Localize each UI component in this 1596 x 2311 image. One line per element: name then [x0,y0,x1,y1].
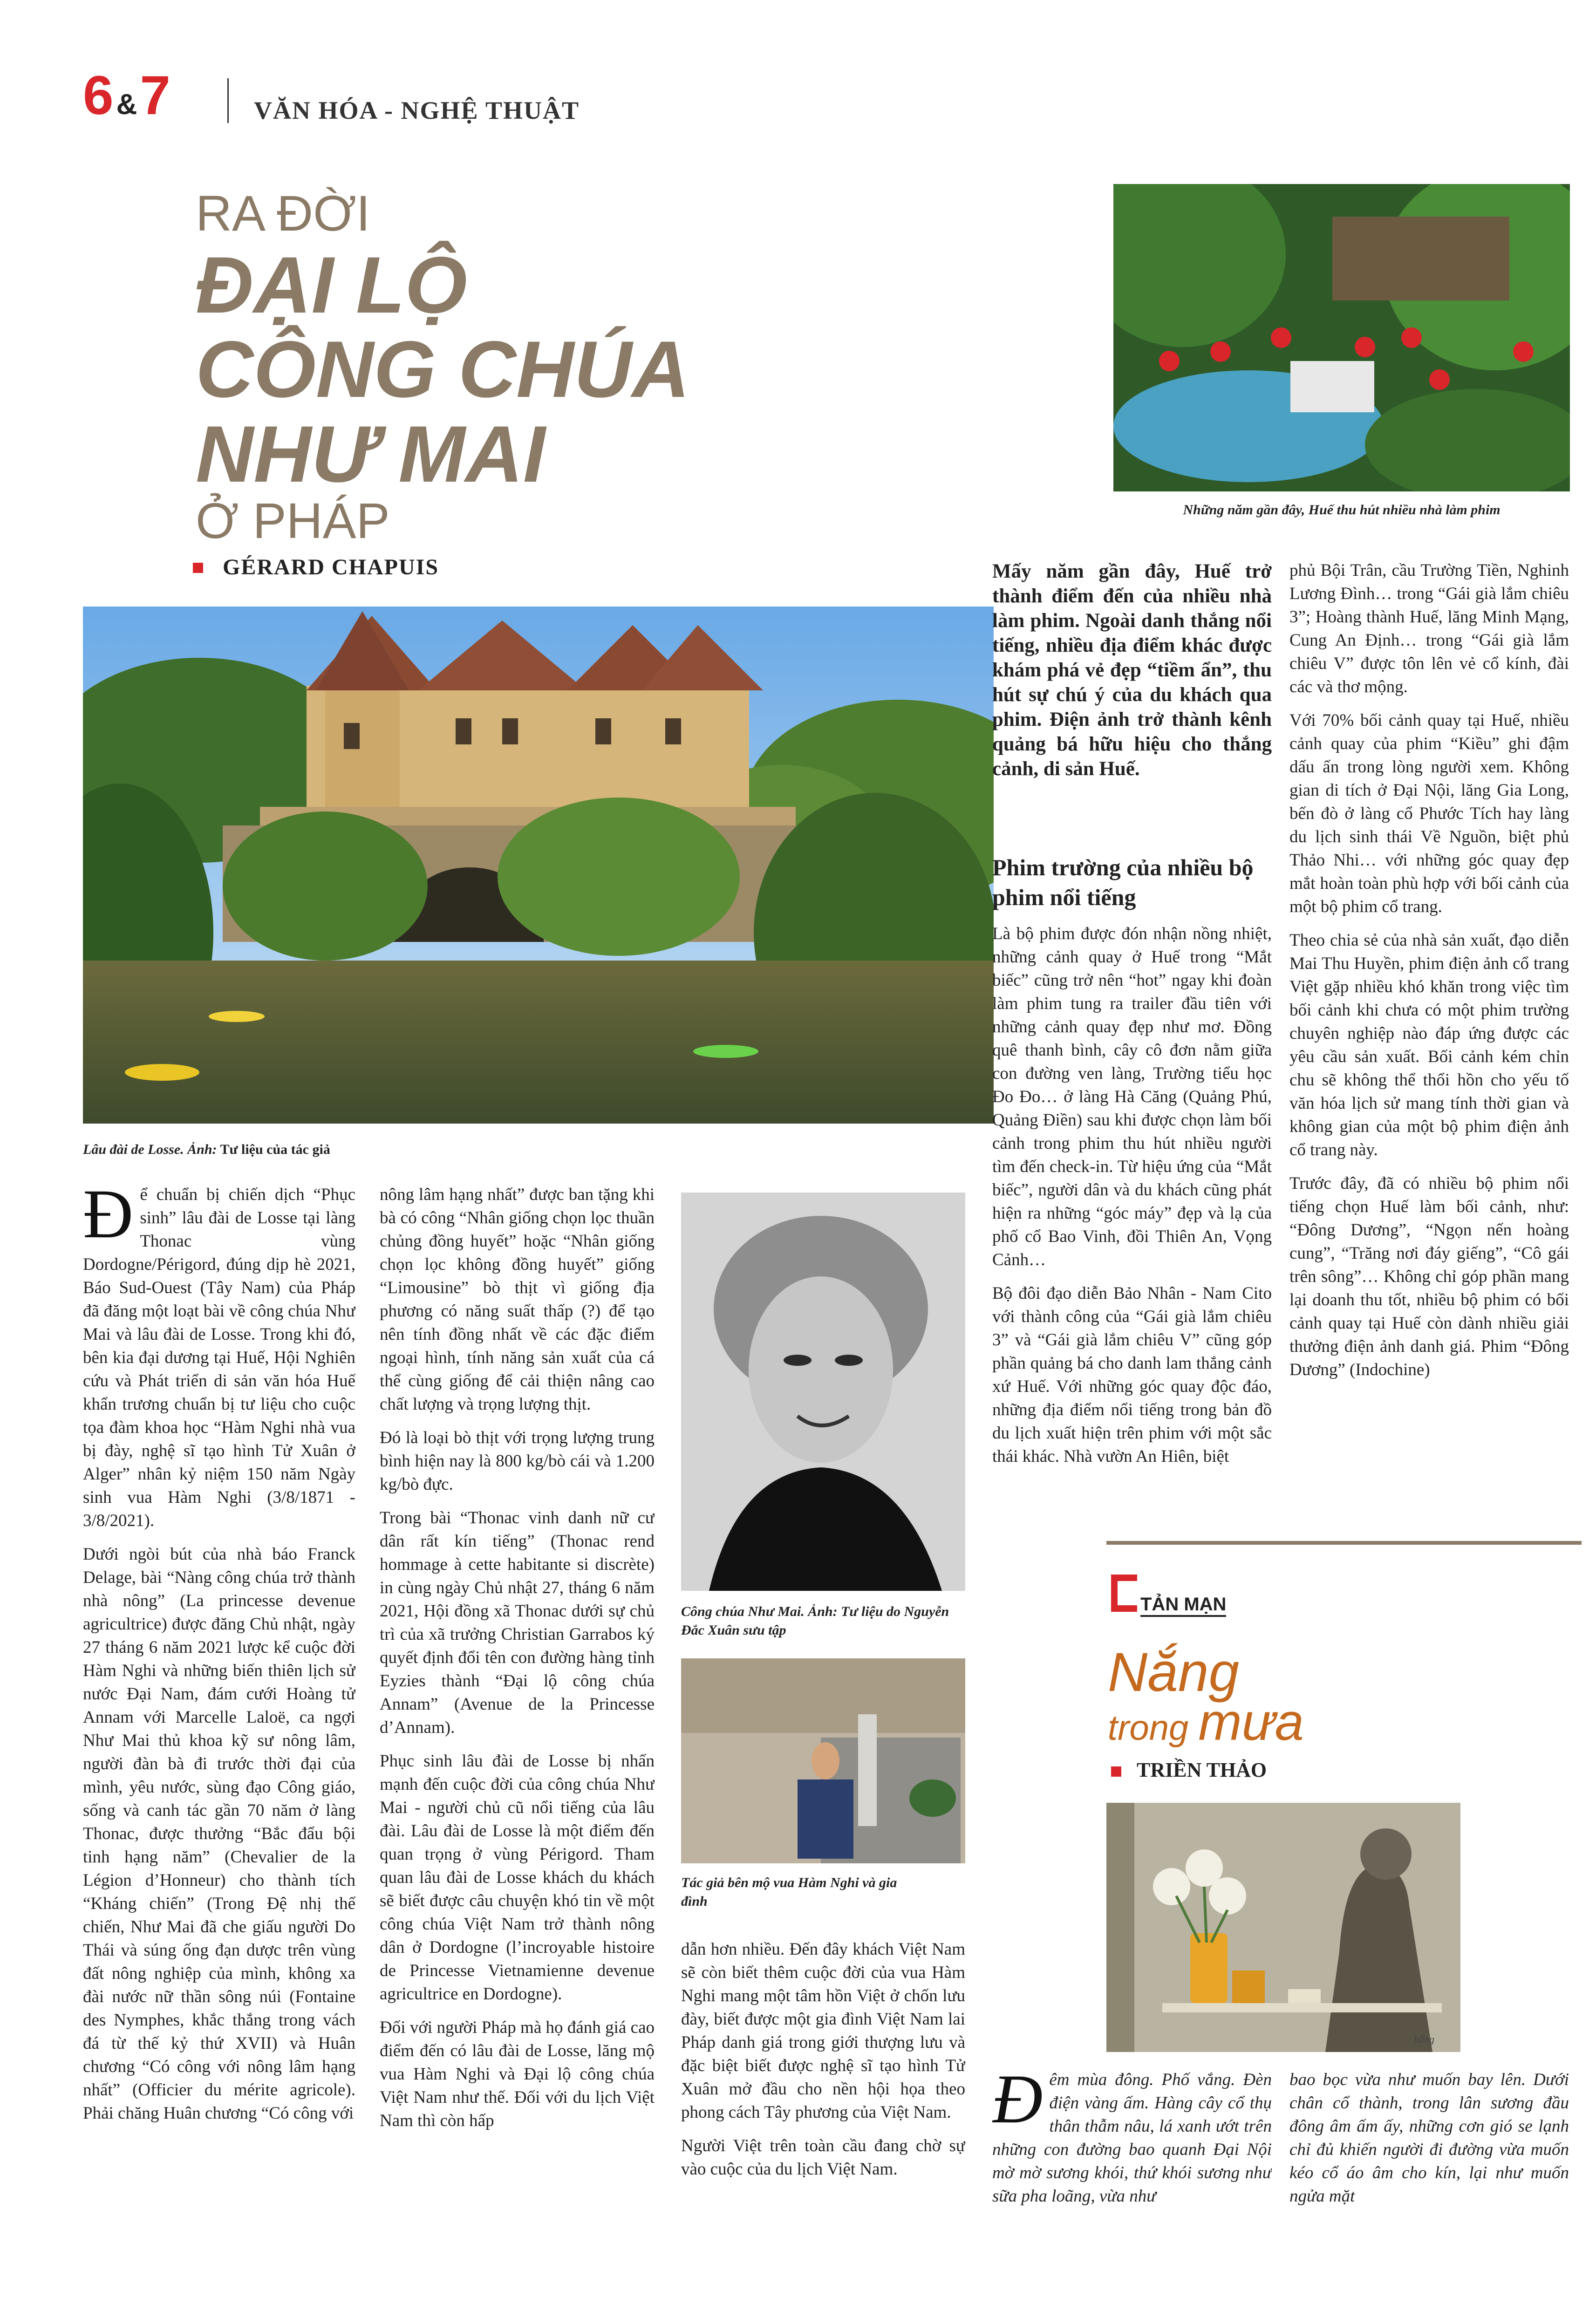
tomb-caption [681,1874,923,1911]
film-column-left [992,922,1272,1528]
film-paragraph: Trước đây, đã có nhiều bộ phim nổi tiếng chọn Huế làm bối cảnh, như: “Đông Dương”, “Ngọn nến hoàng cung”, “Trăng nơi đáy giếng”, “Cô gái trên sông”… Không chỉ góp phần mang lại doanh thu tốt, nhiều bộ phim có bối cảnh quay tại Huế còn dành nhiều giải thưởng điện ảnh danh giá. Phim “Đông Dương” (Indochine) [1289,1174,1569,1379]
article-column-2 [380,1183,655,2283]
tanman-title-2a: trong [1108,1708,1199,1748]
castle-caption [83,1140,330,1159]
title-line-1: RA ĐỜI [196,185,370,241]
article-paragraph: Dưới ngòi bút của nhà báo Franck Delage, bài “Nàng công chúa trở thành nhà nông” (La princesse devenue agricultrice) được đăng Chủ nhật, ngày 27 tháng 6 năm 2021 lược kể cuộc đời Hàm Nghi và những biến thiên lịch sử nước Đại Nam, đám cưới Hoàng tử Annam với Marcelle Laloë, ca ngợi Như Mai thủ khoa kỹ sư nông lâm, người đàn bà đi trước thời đại của mình, yêu nước, sùng đạo Công giáo, sống và canh tác gần 70 năm ở làng Thonac, được thưởng “Bắc đẩu bội tinh hạng năm” (Chevalier de la Légion d’Honneur) cho thành tích “Kháng chiến” (Trong Đệ nhị thế chiến, Như Mai đã che giấu người Do Thái và súng ống đạn dược trên vùng đất nông nghiệp của mình, không xa đài nước nữ thần sông núi (Fontaine des Nymphes, khắc thắng trong vách đá từ thế kỷ thứ XVII) và Huân chương “Có công với nông lâm hạng nhất” (Officier du mérite agricole). Phải chăng Huân chương “Có công với [83,1545,355,2123]
article-paragraph: Phục sinh lâu đài de Losse bị nhấn mạnh đến cuộc đời của công chúa Như Mai - người chủ cũ nổi tiếng của lâu đài. Lâu đài de Losse là một điểm đến quan trọng ở vùng Périgord. Tham quan lâu đài de Losse khách du khách sẽ biết được câu chuyện khó tin về một công chúa Việt Nam trở thành nông dân ở Dordogne (l’incroyable histoire de Princesse Vietnamienne devenue agricultrice en Dordogne). [380,1752,655,2004]
article-column-3 [681,1938,965,2283]
title-line-4: NHƯ MAI [196,409,546,499]
article-paragraph: nông lâm hạng nhất” được ban tặng khi bà có công “Nhân giống chọn lọc thuần chủng đồng huyết” hoặc “Nhân giống chọn lọc không đồng huyết” giống “Limousine” bò thịt vì giống địa phương có năng suất thấp (?) để tạo nên tính đồng nhất về các đặc điểm ngoại hình, tính năng sản xuất của cá thể cùng giống để cải thiện nâng cao chất lượng và trọng lượng thịt. [380,1185,655,1414]
princess-portrait-photo [681,1193,965,1591]
tomb-photo [681,1658,965,1863]
title-line-5: Ở PHÁP [196,492,390,549]
tanman-body-right: bao bọc vừa như muốn bay lên. Dưới chân cổ thành, trong lân sương đầu đông âm ấm ấy, những cơn gió se lạnh chỉ đủ khiến người đi đường vừa muốn kéo cổ áo âm cho kín, lại như muốn ngửa mặt [1289,2070,1569,2206]
castle-photo [83,607,994,1124]
film-crew-photo [1113,184,1570,491]
tanman-column-right [1289,2068,1569,2283]
tanman-title-2b: mưa [1198,1693,1304,1751]
article-column-1 [83,1183,355,2283]
author-name: GÉRARD CHAPUIS [223,555,439,579]
film-paragraph: phủ Bội Trân, cầu Trường Tiền, Nghinh Lương Đình… trong “Gái già lắm chiêu 3”; Hoàng thành Huế, lăng Minh Mạng, Cung An Định… trong “Gái già lắm chiêu V” được tôn lên vẻ cổ kính, đài các và thơ mộng. [1289,561,1569,696]
tanman-top-rule [1106,1541,1582,1545]
film-paragraph: Với 70% bối cảnh quay tại Huế, nhiều cảnh quay của phim “Kiều” ghi đậm dấu ấn trong lòng người xem. Không gian di tích ở Đại Nội, lăng Gia Long, bến đò ở làng cổ Phước Tích hay làng du lịch sinh thái Về Nguồn, biệt phủ Thảo Nhi… với những góc quay đẹp mắt hoàn toàn phù hợp với bối cảnh của một bộ phim cổ trang. [1289,711,1569,916]
article-paragraph: Đó là loại bò thịt với trọng lượng trung bình hiện nay là 800 kg/bò cái và 1.200 kg/bò đực. [380,1428,655,1494]
film-subhead: Phim trường của nhiều bộ phim nổi tiếng [992,854,1254,910]
article-paragraph: Đối với người Pháp mà họ đánh giá cao điểm đến có lâu đài de Losse, lăng mộ vua Hàm Nghi và Đại lộ công chúa Việt Nam như thế. Đối với du lịch Việt Nam thì còn hấp [380,2018,655,2130]
castle-caption-credit: Tư liệu của tác giả [217,1142,330,1157]
tanman-title-1: Nắng [1108,1642,1240,1703]
portrait-caption-text: Công chúa Như Mai. Ảnh: Tư liệu do Nguyễn Đắc Xuân sưu tập [681,1604,949,1638]
film-lead: Mấy năm gần đây, Huế trở thành điểm đến của nhiều nhà làm phim. Ngoài danh thắng nổi tiếng, nhiều địa điểm khác được khám phá vẻ đẹp “tiềm ẩn”, thu hút sự chú ý của du khách qua phim. Điện ảnh trở thành kênh quảng bá hữu hiệu cho thắng cảnh, di sản Huế. [992,560,1272,780]
illustration-signature: hằng [1414,2033,1434,2045]
page-number-right: 7 [140,65,171,126]
title-line-3: CÔNG CHÚA [196,325,690,414]
author-bullet [193,563,203,573]
film-paragraph: Là bộ phim được đón nhận nồng nhiệt, những cảnh quay ở Huế trong “Mắt biếc” cũng trở nên “hot” ngay khi đoàn làm phim tung ra trailer đầu tiên với những cảnh quay đẹp như mơ. Đồng quê thanh bình, cây cô đơn nằm giữa con đường ven làng, Trường tiểu học Đo Đo… ở làng Hà Căng (Quảng Phú, Quảng Điền) sau khi được chọn làm bối cảnh trong phim thu hút nhiều người tìm đến check-in. Từ hiệu ứng của “Mắt biếc”, người dân và du khách cũng phát hiện ra những “góc máy” đẹp và lạ của phố cổ Bao Vinh, đồi Thiên An, Vọng Cảnh… [992,924,1272,1269]
tanman-illustration [1106,1803,1460,2052]
film-photo-caption [1113,501,1570,519]
tanman-author: TRIỀN THẢO [1137,1759,1267,1781]
tanman-body-left: êm mùa đông. Phố vắng. Đèn điện vàng ấm. Hàng cây cổ thụ thân thẫm nâu, lá xanh ướt trên những con đường bao quanh Đại Nội mờ mờ sương khói, thứ khói sương như sữa pha loãng, vừa như [992,2070,1272,2206]
tanman-column-left [992,2068,1272,2283]
page-number [83,65,171,126]
film-paragraph: Bộ đôi đạo diễn Bảo Nhân - Nam Cito với thành công của “Gái già lắm chiêu 3” và “Gái già lắm chiêu V” cũng góp phần quảng bá cho danh lam thắng cảnh xứ Huế. Với những góc quay độc đáo, những địa điểm nổi tiếng trong bản đồ du lịch xuất hiện trên phim với một sắc thái khác. Nhà vườn An Hiên, biệt [992,1284,1272,1466]
article-paragraph: Để chuẩn bị chiến dịch “Phục sinh” lâu đài de Losse tại làng Thonac vùng Dordogne/Périgord, đúng dịp hè 2021, Báo Sud-Ouest (Tây Nam) của Pháp đã đăng một loạt bài về công chúa Như Mai và lâu đài de Losse. Trong khi đó, bên kia đại dương tại Huế, Hội Nghiên cứu và Phát triển di sản văn hóa Huế khẩn trương chuẩn bị tư liệu cho cuộc tọa đàm khoa học “Hàm Nghi nhà vua bị đày, nghệ sĩ tạo hình Tử Xuân ở Alger” nhân kỷ niệm 150 năm Ngày sinh vua Hàm Nghi (3/8/1871 - 3/8/2021). [83,1183,355,1530]
section-title: VĂN HÓA - NGHỆ THUẬT [254,96,580,124]
article-paragraph: dẫn hơn nhiều. Đến đây khách Việt Nam sẽ còn biết thêm cuộc đời của vua Hàm Nghi mang một tâm hồn Việt ở chốn lưu đày, biết được một gia đình Việt Nam lai Pháp danh giá trong giới thượng lưu và đặc biệt biết được nghệ sĩ tạo hình Tử Xuân mở đầu cho nền hội họa theo phong cách Tây phương của Việt Nam. [681,1940,965,2122]
tanman-author-bullet [1111,1766,1121,1777]
film-paragraph: Theo chia sẻ của nhà sản xuất, đạo diễn Mai Thu Huyền, phim điện ảnh cổ trang Việt gặp nhiều khó khăn trong việc tìm bối cảnh khi chưa có một phim trường chuyên nghiệp nào đáp ứng được các yêu cầu sản xuất. Bối cảnh kém chỉn chu sẽ không thể thổi hồn cho yếu tố văn hóa lịch sử mang tính thời gian và không gian của một bộ phim điện ảnh cổ trang này. [1289,931,1569,1159]
title-line-2: ĐẠI LỘ [196,240,467,330]
article-paragraph: Trong bài “Thonac vinh danh nữ cư dân rất kín tiếng” (Thonac rend hommage à cette habitante si discrète) in cùng ngày Chủ nhật 27, tháng 6 năm 2021, Hội đồng xã Thonac dưới sự chủ trì của xã trưởng Christian Garrabos ký quyết định đổi tên con đường hàng tỉnh Eyzies thành “Đại lộ công chúa Annam” (Avenue de la Princesse d’Annam). [380,1508,655,1737]
header-divider [227,78,229,123]
tanman-label: TẢN MẠN [1140,1594,1226,1617]
tanman-dropcap: Đ [992,2068,1043,2138]
tanman-title-2 [1108,1693,1304,1764]
article-dropcap: Đ [83,1183,134,1253]
film-photo-caption-text: Những năm gần đây, Huế thu hút nhiều nhà làm phim [1183,502,1501,518]
page-number-amp: & [116,89,137,121]
tomb-caption-text: Tác giả bên mộ vua Hàm Nghi và gia đình [681,1875,897,1909]
castle-caption-italic: Lâu đài de Losse. Ảnh: [83,1142,217,1157]
page-number-left: 6 [83,65,114,126]
portrait-caption [681,1602,965,1640]
tanman-label-icon [1111,1575,1137,1612]
film-column-right [1289,559,1569,1528]
article-paragraph: Người Việt trên toàn cầu đang chờ sự vào cuộc của du lịch Việt Nam. [681,2136,965,2179]
